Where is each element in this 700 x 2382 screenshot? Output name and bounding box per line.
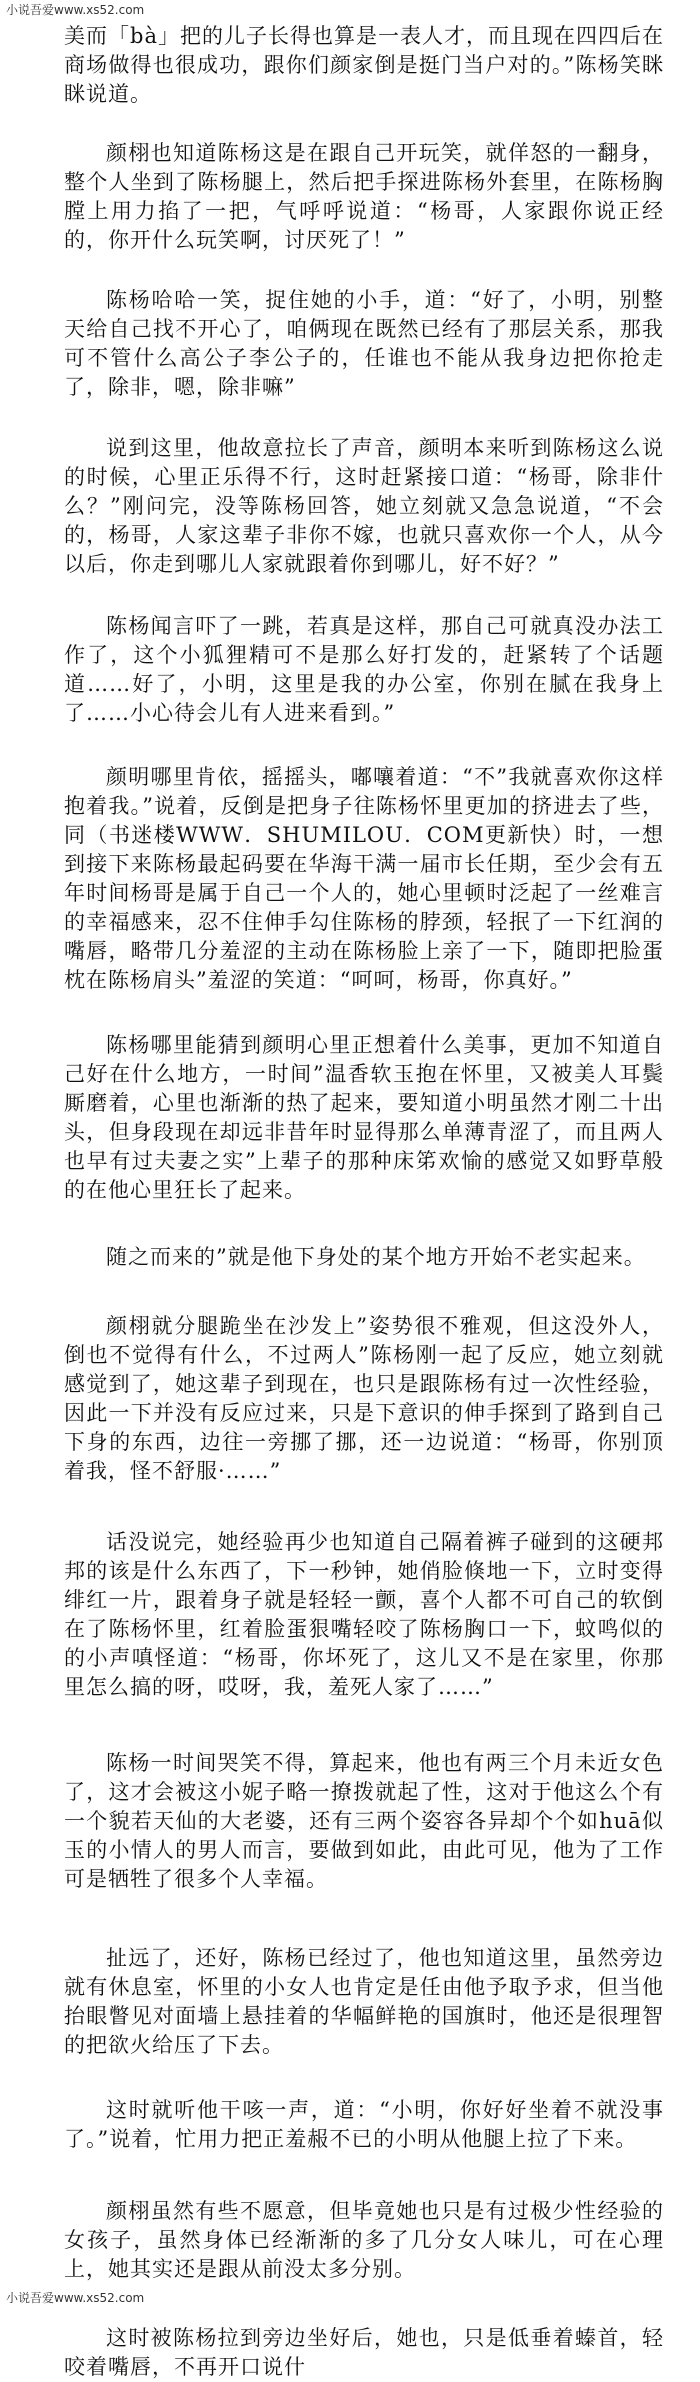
paragraph-9: 颜栩就分腿跪坐在沙发上”姿势很不雅观，但这没外人，倒也不觉得有什么，不过两人”陈杨刚一起了反应，她立刻就感觉到了，她这辈子到现在，也只是跟陈杨有过一次性经验，因此一下并没有反应过来，只是下意识的伸手探到了路到自己下身的东西，边往一旁挪了挪，还一边说道：“杨哥，你别顶着我，怪不舒服·……”: [64, 1314, 664, 1483]
paragraph-7: 陈杨哪里能猜到颜明心里正想着什么美事，更加不知道自己好在什么地方，一时间”温香软玉抱在怀里，又被美人耳鬓厮磨着，心里也渐渐的热了起来，要知道小明虽然才刚二十出头，但身段现在却远非昔年时显得那么单薄青涩了，而且两人也早有过夫妻之实”上辈子的那种床笫欢愉的感觉又如野草般的在他心里狂长了起来。: [64, 1033, 664, 1202]
paragraph-1: 美而「bà」把的儿子长得也算是一表人才，而且现在四四后在商场做得也很成功，跟你们颜家倒是挺门当户对的。”陈杨笑眯眯说道。: [64, 24, 664, 106]
paragraph-14: 颜栩虽然有些不愿意，但毕竟她也只是有过极少性经验的女孩子，虽然身体已经渐渐的多了几分女人味儿，可在心理上，她其实还是跟从前没太多分别。: [64, 2199, 664, 2281]
paragraph-4: 说到这里，他故意拉长了声音，颜明本来听到陈杨这么说的时候，心里正乐得不行，这时赶紧接口道：“杨哥，除非什么？”刚问完，没等陈杨回答，她立刻就又急急说道，“不会的，杨哥，人家这辈子非你不嫁，也就只喜欢你一个人，从今以后，你走到哪儿人家就跟着你到哪儿，好不好？”: [64, 436, 664, 576]
paragraph-2: 颜栩也知道陈杨这是在跟自己开玩笑，就佯怒的一翻身，整个人坐到了陈杨腿上，然后把手探进陈杨外套里，在陈杨胸膛上用力掐了一把，气呼呼说道：“杨哥，人家跟你说正经的，你开什么玩笑啊，讨厌死了！”: [64, 141, 664, 252]
paragraph-6: 颜明哪里肯依，摇摇头，嘟嚷着道：“不”我就喜欢你这样抱着我。”说着，反倒是把身子往陈杨怀里更加的挤进去了些，同（书迷楼WWW．SHUMILOU．COM更新快）时，一想到接下来陈杨最起码要在华海干满一届市长任期，至少会有五年时间杨哥是属于自己一个人的，她心里顿时泛起了一丝难言的幸福感来，忍不住伸手勾住陈杨的脖颈，轻抿了一下红润的嘴唇，略带几分羞涩的主动在陈杨脸上亲了一下，随即把脸蛋枕在陈杨肩头”羞涩的笑道：“呵呵，杨哥，你真好。”: [64, 765, 664, 992]
document-body: [64, 22, 664, 2382]
watermark-top: 小说吾爱www.xs52.com: [6, 3, 145, 17]
paragraph-10: 话没说完，她经验再少也知道自己隔着裤子碰到的这硬邦邦的该是什么东西了，下一秒钟，她俏脸倏地一下，立时变得绯红一片，跟着身子就是轻轻一颤，喜个人都不可自己的软倒在了陈杨怀里，红着脸蛋狠嘴轻咬了陈杨胸口一下，蚊鸣似的的小声嗔怪道：“杨哥，你坏死了，这儿又不是在家里，你那里怎么搞的呀，哎呀，我，羞死人家了……”: [64, 1530, 664, 1699]
paragraph-5: 陈杨闻言吓了一跳，若真是这样，那自己可就真没办法工作了，这个小狐狸精可不是那么好打发的，赶紧转了个话题道……好了，小明，这里是我的办公室，你别在腻在我身上了……小心待会儿有人进来看到。”: [64, 614, 664, 725]
paragraph-12: 扯远了，还好，陈杨已经过了，他也知道这里，虽然旁边就有休息室，怀里的小女人也肯定是任由他予取予求，但当他抬眼瞥见对面墙上悬挂着的华幅鲜艳的国旗时，他还是很理智的把欲火给压了下去。: [64, 1946, 664, 2057]
paragraph-8: 随之而来的”就是他下身处的某个地方开始不老实起来。: [106, 1245, 646, 1269]
paragraph-15: 这时被陈杨拉到旁边坐好后，她也，只是低垂着螓首，轻咬着嘴唇，不再开口说什: [64, 2326, 664, 2379]
paragraph-3: 陈杨哈哈一笑，捉住她的小手，道：“好了，小明，别整天给自己找不开心了，咱俩现在既然已经有了那层关系，那我可不管什么高公子李公子的，任谁也不能从我身边把你抢走了，除非，嗯，除非嘛”: [64, 288, 664, 399]
watermark-bottom: 小说吾爱www.xs52.com: [6, 2291, 145, 2305]
paragraph-11: 陈杨一时间哭笑不得，算起来，他也有两三个月未近女色了，这才会被这小妮子略一撩拨就起了性，这对于他这么个有一个貌若天仙的大老婆，还有三两个姿容各异却个个如huā似玉的小情人的男人而言，要做到如此，由此可见，他为了工作可是牺牲了很多个人幸福。: [64, 1751, 664, 1891]
paragraph-13: 这时就听他干咳一声，道：“小明，你好好坐着不就没事了。”说着，忙用力把正羞赧不已的小明从他腿上拉了下来。: [64, 2098, 664, 2151]
